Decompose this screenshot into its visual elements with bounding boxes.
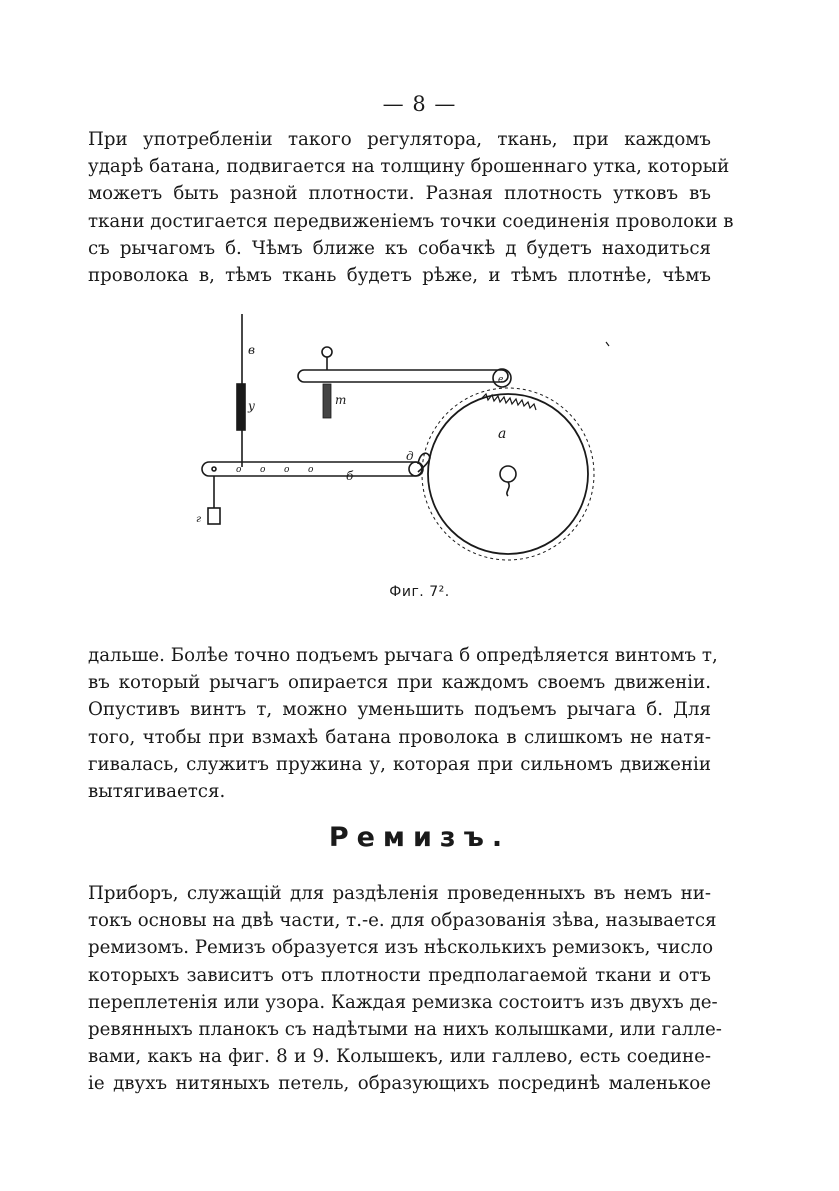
text-line: можетъ быть разной плотности. Разная плотность утковъ въ [88,183,711,205]
text-line: гивалась, служитъ пружина у, которая при сильномъ движеніи [88,753,711,775]
ratchet-wheel [428,394,588,554]
text-line: ударѣ батана, подвигается на толщину брошеннаго утка, который [88,156,730,178]
upper-bar [298,370,508,382]
text-line: токъ основы на двѣ части, т.-е. для образованія зѣва, называется [88,910,717,932]
label-spring: у [248,399,255,413]
wheel-axle [500,466,516,482]
wheel-outer-dots [422,388,594,560]
screw-head [322,347,332,357]
label-wheel: а [498,426,507,442]
text-line: вами, какъ на фиг. 8 и 9. Колышекъ, или галлево, есть соедине- [88,1046,711,1068]
text-line: переплетенія или узора. Каждая ремизка состоитъ изъ двухъ де- [88,991,718,1013]
spring-shape [237,384,245,430]
axle-hook [507,482,509,496]
label-lever: б [346,469,354,483]
text-line: Опустивъ винтъ т, можно уменьшить подъемъ рычага б. Для [88,699,711,721]
paragraph-1 [88,126,734,289]
weight-shape [208,508,220,524]
text-line: дальше. Болѣе точно подъемъ рычага б опредѣляется винтомъ т, [88,645,718,666]
lever-hole-label: о [284,465,290,475]
lever-hole-label: о [260,465,266,475]
paragraph-3 [88,880,722,1098]
page-number: — 8 — [382,92,457,116]
screw-thread [323,384,331,418]
stray-mark [606,342,609,346]
label-roller: е [498,375,504,385]
figure-diagram [190,312,620,570]
text-line: проволока в, тѣмъ ткань будетъ рѣже, и тѣмъ плотнѣе, чѣмъ [88,265,711,287]
lever-hole-label: о [236,465,242,475]
text-line: въ который рычагъ опирается при каждомъ своемъ движеніи. [88,672,711,694]
text-line: ревянныхъ планокъ съ надѣтыми на нихъ колышками, или галле- [88,1019,722,1041]
label-screw: т [335,393,347,407]
section-heading: Ремизъ. [328,822,511,853]
text-line: ремизомъ. Ремизъ образуется изъ нѣсколькихъ ремизокъ, число [88,937,714,959]
label-wire: в [248,343,255,357]
paragraph-2 [88,642,718,805]
figure-caption: Фиг. 7². [389,584,450,600]
text-line: Приборъ, служащій для раздѣленія проведенныхъ въ немъ ни- [88,883,711,904]
text-line: ткани достигается передвиженіемъ точки соединенія проволоки в [88,210,734,232]
lever-hole [212,467,216,471]
text-line: іе двухъ нитяныхъ петель, образующихъ посрединѣ маленькое [88,1073,711,1095]
text-line: При употребленіи такого регулятора, ткань, при каждомъ [88,129,711,150]
lever-hole-label: о [308,465,314,475]
text-line: того, чтобы при взмахѣ батана проволока в слишкомъ не натя- [88,726,711,748]
text-line: вытягивается. [88,781,226,803]
label-pawl: д [406,449,414,463]
text-line: которыхъ зависитъ отъ плотности предполагаемой ткани и отъ [88,964,711,986]
label-weight: г [196,514,202,525]
text-line: съ рычагомъ б. Чѣмъ ближе къ собачкѣ д будетъ находиться [88,237,711,259]
